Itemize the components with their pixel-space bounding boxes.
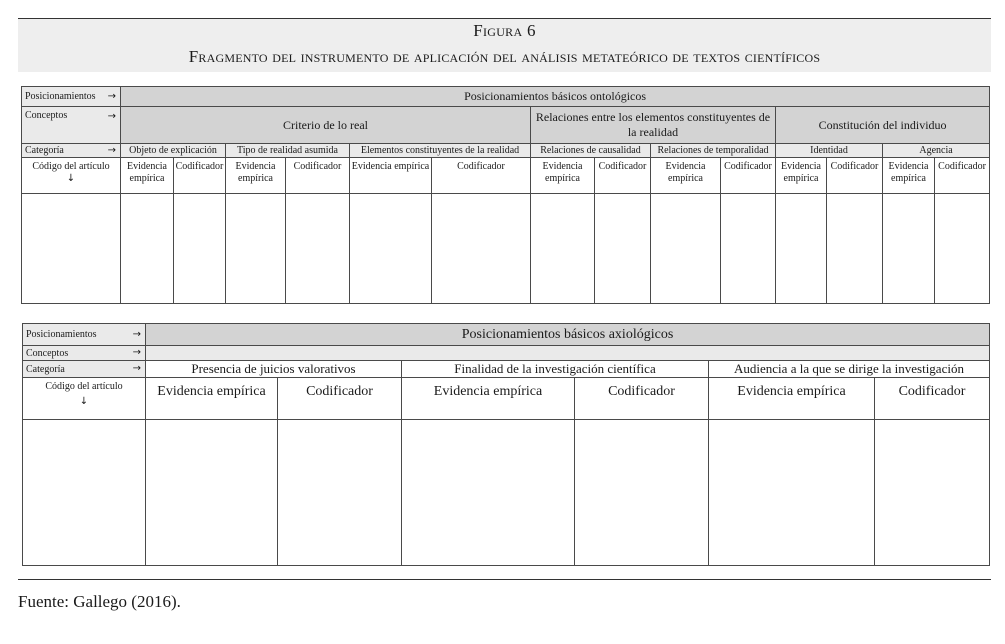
codigo-articulo-header: Código del artículo ↓	[22, 158, 121, 194]
codificador-header: Codificador	[721, 158, 776, 194]
evidencia-header: Evidencia empírica	[146, 378, 278, 420]
evidencia-header: Evidencia empírica	[402, 378, 575, 420]
codificador-header: Codificador	[575, 378, 709, 420]
table-cell	[22, 194, 121, 304]
right-arrow-icon: →	[107, 144, 116, 156]
row-label-posicionamientos: Posicionamientos →	[23, 324, 146, 346]
ontological-instrument-table	[21, 86, 990, 304]
table-cell	[531, 194, 595, 304]
table-cell	[827, 194, 883, 304]
evidencia-header: Evidencia empírica	[531, 158, 595, 194]
table-cell	[286, 194, 350, 304]
table-cell	[402, 420, 575, 566]
codificador-header: Codificador	[286, 158, 350, 194]
evidencia-header: Evidencia empírica	[651, 158, 721, 194]
right-arrow-icon: →	[107, 110, 116, 122]
table-cell	[23, 420, 146, 566]
figure-number: Figura 6	[473, 21, 536, 40]
source-note: Fuente: Gallego (2016).	[18, 592, 181, 611]
table-row	[22, 194, 990, 304]
down-arrow-icon: ↓	[66, 173, 76, 184]
codificador-header: Codificador	[432, 158, 531, 194]
concepto-criterio-real: Criterio de lo real	[121, 107, 531, 144]
right-arrow-icon: →	[132, 328, 141, 340]
table-cell	[121, 194, 174, 304]
posicionamientos-header: Posicionamientos básicos ontológicos	[121, 87, 990, 107]
codificador-header: Codificador	[174, 158, 226, 194]
figure-title: Fragmento del instrumento de aplicación del análisis metateórico de textos científicos	[188, 47, 821, 66]
row-label-categoria: Categoría →	[22, 144, 121, 158]
codificador-header: Codificador	[595, 158, 651, 194]
table-cell	[432, 194, 531, 304]
categoria-relaciones-causalidad: Relaciones de causalidad	[531, 144, 651, 158]
row-label-conceptos: Conceptos →	[22, 107, 121, 144]
bottom-rule	[18, 579, 991, 580]
row-label-posicionamientos: Posicionamientos →	[22, 87, 121, 107]
table-cell	[875, 420, 990, 566]
row-label-categoria: Categoría →	[23, 361, 146, 378]
table-row	[23, 420, 990, 566]
table-cell	[651, 194, 721, 304]
categoria-juicios-valorativos: Presencia de juicios valorativos	[146, 361, 402, 378]
table-cell	[174, 194, 226, 304]
evidencia-header: Evidencia empírica	[709, 378, 875, 420]
concepto-relaciones: Relaciones entre los elementos constituyentes de la realidad	[531, 107, 776, 144]
table-cell	[776, 194, 827, 304]
table-cell	[226, 194, 286, 304]
categoria-relaciones-temporalidad: Relaciones de temporalidad	[651, 144, 776, 158]
codificador-header: Codificador	[278, 378, 402, 420]
conceptos-empty-cell	[146, 346, 990, 361]
evidencia-header: Evidencia empírica	[226, 158, 286, 194]
table-cell	[146, 420, 278, 566]
categoria-tipo-realidad: Tipo de realidad asumida	[226, 144, 350, 158]
right-arrow-icon: →	[132, 346, 141, 358]
table-cell	[278, 420, 402, 566]
evidencia-header: Evidencia empírica	[883, 158, 935, 194]
evidencia-header: Evidencia empírica	[350, 158, 432, 194]
right-arrow-icon: →	[107, 90, 116, 102]
evidencia-header: Evidencia empírica	[121, 158, 174, 194]
right-arrow-icon: →	[132, 362, 141, 374]
concepto-constitucion-individuo: Constitución del individuo	[776, 107, 990, 144]
codificador-header: Codificador	[875, 378, 990, 420]
codificador-header: Codificador	[935, 158, 990, 194]
categoria-identidad: Identidad	[776, 144, 883, 158]
codigo-articulo-header: Código del artículo ↓	[23, 378, 146, 420]
categoria-agencia: Agencia	[883, 144, 990, 158]
table-cell	[935, 194, 990, 304]
categoria-audiencia: Audiencia a la que se dirige la investigación	[709, 361, 990, 378]
categoria-finalidad-investigacion: Finalidad de la investigación científica	[402, 361, 709, 378]
categoria-objeto-explicacion: Objeto de explicación	[121, 144, 226, 158]
evidencia-header: Evidencia empírica	[776, 158, 827, 194]
table-cell	[595, 194, 651, 304]
table-cell	[350, 194, 432, 304]
figure-header	[18, 19, 991, 72]
table-cell	[575, 420, 709, 566]
categoria-elementos-constituyentes: Elementos constituyentes de la realidad	[350, 144, 531, 158]
table-cell	[721, 194, 776, 304]
table-cell	[709, 420, 875, 566]
axiological-instrument-table	[22, 323, 990, 566]
table-cell	[883, 194, 935, 304]
codificador-header: Codificador	[827, 158, 883, 194]
down-arrow-icon: ↓	[79, 396, 89, 407]
row-label-conceptos: Conceptos →	[23, 346, 146, 361]
posicionamientos-header: Posicionamientos básicos axiológicos	[146, 324, 990, 346]
